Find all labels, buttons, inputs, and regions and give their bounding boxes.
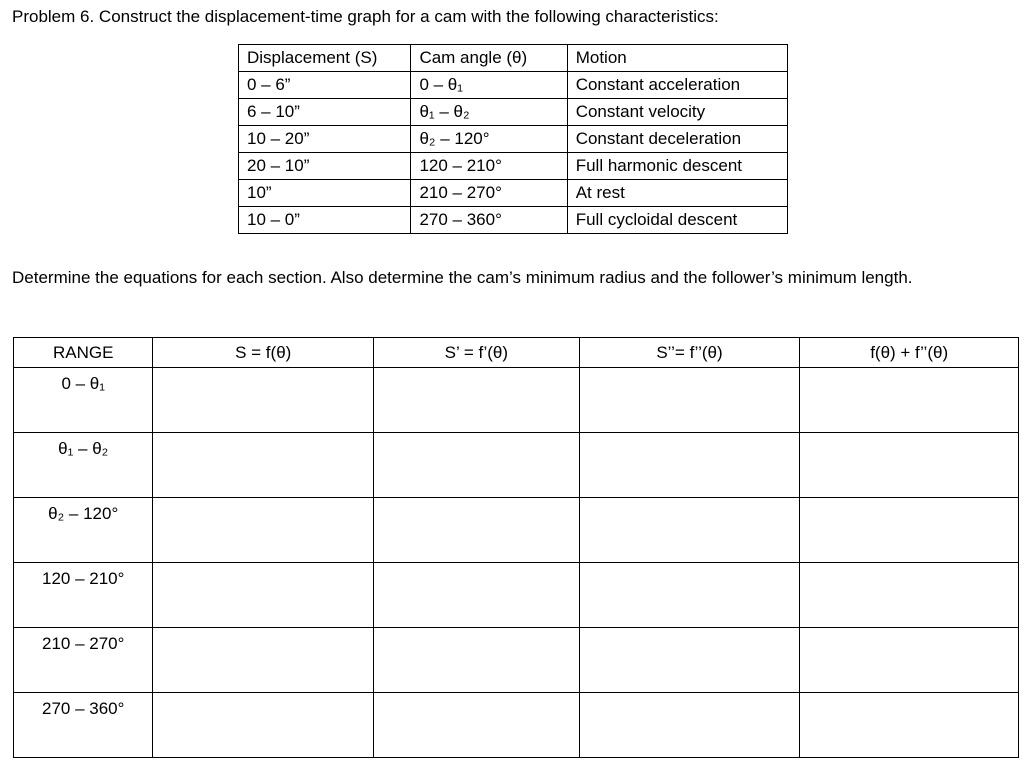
motion-cell: At rest bbox=[567, 180, 787, 207]
range-cell: θ₂ – 120° bbox=[14, 498, 153, 563]
table-row bbox=[14, 563, 1019, 628]
s-answer-cell[interactable] bbox=[153, 498, 374, 563]
column-header-range: RANGE bbox=[14, 338, 153, 368]
s-answer-cell[interactable] bbox=[153, 433, 374, 498]
s-prime-answer-cell[interactable] bbox=[373, 628, 579, 693]
problem-title: Problem 6. Construct the displacement-time graph for a cam with the following characteristics: bbox=[12, 7, 719, 26]
displacement-cell: 10 – 0” bbox=[239, 207, 411, 234]
table-row bbox=[14, 433, 1019, 498]
s-double-prime-answer-cell[interactable] bbox=[579, 433, 800, 498]
table-row bbox=[14, 368, 1019, 433]
column-header-s: S = f(θ) bbox=[153, 338, 374, 368]
table-row bbox=[239, 207, 788, 234]
column-header-s-double-prime: S’’= f’’(θ) bbox=[579, 338, 800, 368]
s-prime-answer-cell[interactable] bbox=[373, 433, 579, 498]
s-double-prime-answer-cell[interactable] bbox=[579, 693, 800, 758]
displacement-cell: 6 – 10” bbox=[239, 99, 411, 126]
sum-answer-cell[interactable] bbox=[800, 498, 1019, 563]
cam-angle-cell: θ₂ – 120° bbox=[411, 126, 567, 153]
table-row bbox=[14, 693, 1019, 758]
table-row bbox=[239, 99, 788, 126]
range-cell: θ₁ – θ₂ bbox=[14, 433, 153, 498]
cam-angle-cell: 270 – 360° bbox=[411, 207, 567, 234]
range-cell: 210 – 270° bbox=[14, 628, 153, 693]
cam-characteristics-table bbox=[238, 44, 788, 234]
instructions-paragraph: Determine the equations for each section. Also determine the cam’s minimum radius and the follower’s minimum length. bbox=[12, 268, 913, 287]
motion-cell: Constant acceleration bbox=[567, 72, 787, 99]
s-answer-cell[interactable] bbox=[153, 693, 374, 758]
s-answer-cell[interactable] bbox=[153, 563, 374, 628]
table-header-row bbox=[239, 45, 788, 72]
column-header-motion: Motion bbox=[567, 45, 787, 72]
cam-angle-cell: 0 – θ₁ bbox=[411, 72, 567, 99]
sum-answer-cell[interactable] bbox=[800, 693, 1019, 758]
cam-angle-cell: 120 – 210° bbox=[411, 153, 567, 180]
displacement-cell: 0 – 6” bbox=[239, 72, 411, 99]
range-cell: 270 – 360° bbox=[14, 693, 153, 758]
s-double-prime-answer-cell[interactable] bbox=[579, 498, 800, 563]
s-answer-cell[interactable] bbox=[153, 368, 374, 433]
motion-cell: Full cycloidal descent bbox=[567, 207, 787, 234]
motion-cell: Constant deceleration bbox=[567, 126, 787, 153]
table-row bbox=[239, 126, 788, 153]
s-prime-answer-cell[interactable] bbox=[373, 498, 579, 563]
range-cell: 120 – 210° bbox=[14, 563, 153, 628]
s-double-prime-answer-cell[interactable] bbox=[579, 563, 800, 628]
s-double-prime-answer-cell[interactable] bbox=[579, 628, 800, 693]
sum-answer-cell[interactable] bbox=[800, 563, 1019, 628]
table-row bbox=[239, 72, 788, 99]
column-header-f-plus-f-double-prime: f(θ) + f’’(θ) bbox=[800, 338, 1019, 368]
s-double-prime-answer-cell[interactable] bbox=[579, 368, 800, 433]
s-prime-answer-cell[interactable] bbox=[373, 563, 579, 628]
s-prime-answer-cell[interactable] bbox=[373, 368, 579, 433]
s-answer-cell[interactable] bbox=[153, 628, 374, 693]
motion-cell: Constant velocity bbox=[567, 99, 787, 126]
column-header-s-prime: S’ = f’(θ) bbox=[373, 338, 579, 368]
sum-answer-cell[interactable] bbox=[800, 628, 1019, 693]
table-row bbox=[14, 498, 1019, 563]
table-row bbox=[14, 628, 1019, 693]
sum-answer-cell[interactable] bbox=[800, 433, 1019, 498]
table-row bbox=[239, 153, 788, 180]
cam-angle-cell: θ₁ – θ₂ bbox=[411, 99, 567, 126]
displacement-cell: 10” bbox=[239, 180, 411, 207]
column-header-displacement: Displacement (S) bbox=[239, 45, 411, 72]
s-prime-answer-cell[interactable] bbox=[373, 693, 579, 758]
table-row bbox=[239, 180, 788, 207]
displacement-cell: 10 – 20” bbox=[239, 126, 411, 153]
sum-answer-cell[interactable] bbox=[800, 368, 1019, 433]
displacement-cell: 20 – 10” bbox=[239, 153, 411, 180]
range-cell: 0 – θ₁ bbox=[14, 368, 153, 433]
motion-cell: Full harmonic descent bbox=[567, 153, 787, 180]
cam-angle-cell: 210 – 270° bbox=[411, 180, 567, 207]
column-header-cam-angle: Cam angle (θ) bbox=[411, 45, 567, 72]
table-header-row bbox=[14, 338, 1019, 368]
equations-table bbox=[13, 337, 1019, 758]
